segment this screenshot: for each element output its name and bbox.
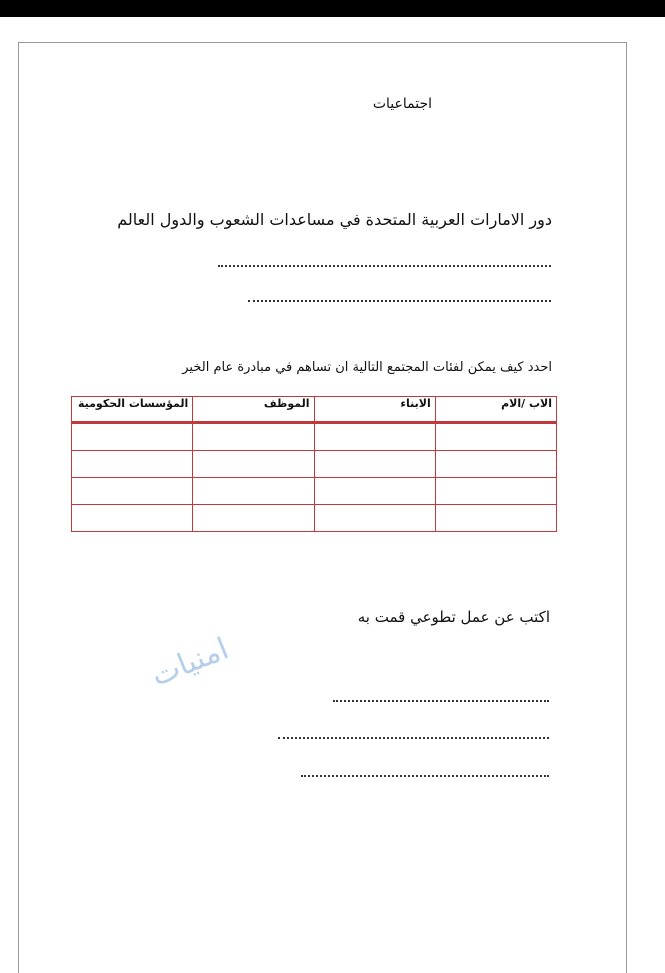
table-row [72,505,557,532]
table-cell[interactable] [314,423,435,451]
table-cell[interactable] [72,423,193,451]
table-cell[interactable] [193,423,314,451]
table-header-row [72,397,557,423]
table-row [72,451,557,478]
community-roles-table [71,396,557,532]
answer-line[interactable] [218,265,551,267]
question-1: دور الامارات العربية المتحدة في مساعدات الشعوب والدول العالم [117,210,552,229]
header-children: الابناء [314,397,435,423]
header-parents: الاب /الام [435,397,556,423]
table-cell[interactable] [435,478,556,505]
table-cell[interactable] [72,478,193,505]
header-employee: الموظف [193,397,314,423]
table-cell[interactable] [435,451,556,478]
table-row [72,423,557,451]
header-government-institutions: المؤسسات الحكومية [72,397,193,423]
watermark: امنيات [146,631,234,694]
table-row [72,478,557,505]
answer-line[interactable] [333,700,549,702]
table-cell[interactable] [193,505,314,532]
table-cell[interactable] [435,423,556,451]
page-title: اجتماعيات [372,96,432,112]
table-cell[interactable] [72,451,193,478]
table-cell[interactable] [193,451,314,478]
table-cell[interactable] [314,505,435,532]
table-cell[interactable] [314,451,435,478]
question-3: اكتب عن عمل تطوعي قمت به [357,608,550,626]
answer-line[interactable] [301,775,549,777]
table-cell[interactable] [193,478,314,505]
table-cell[interactable] [314,478,435,505]
table-cell[interactable] [435,505,556,532]
answer-line[interactable] [278,737,549,739]
question-2: احدد كيف يمكن لفئات المجتمع التالية ان تساهم في مبادرة عام الخير [182,360,552,375]
table-cell[interactable] [72,505,193,532]
answer-line[interactable] [248,300,551,302]
top-black-bar [0,0,665,17]
